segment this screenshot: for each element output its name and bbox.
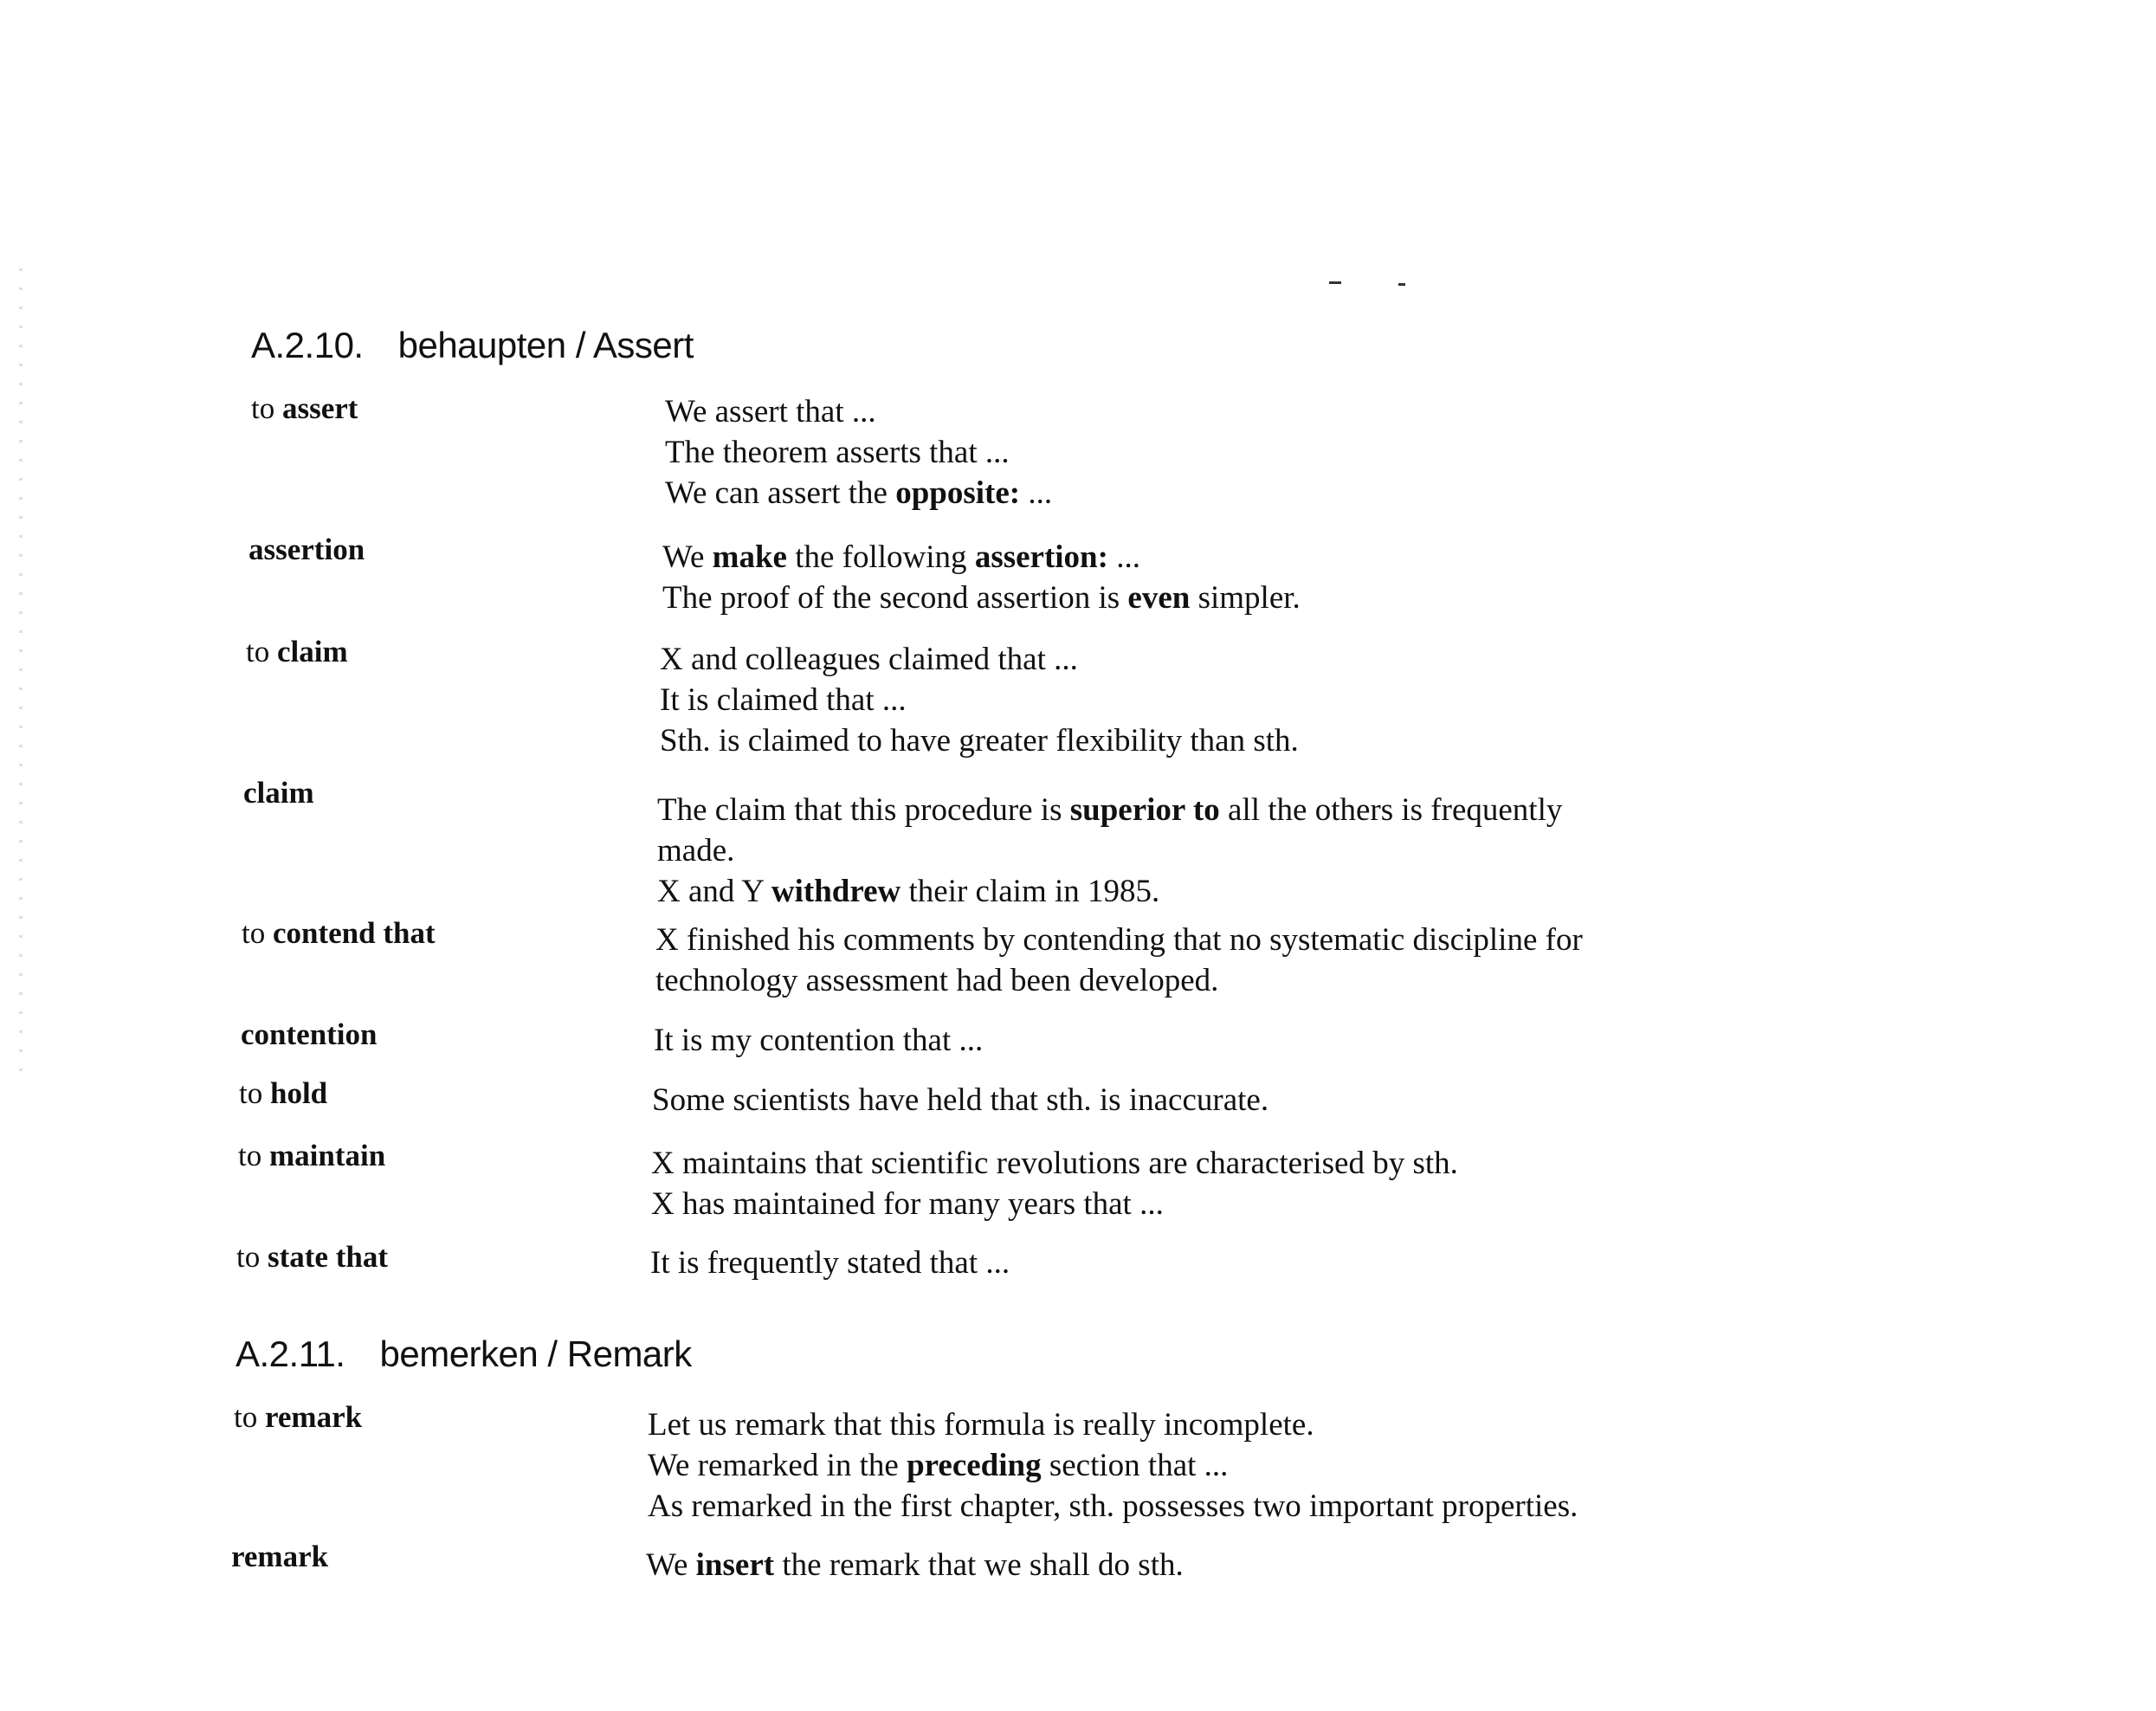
entry-term <box>249 533 365 567</box>
example-sentence <box>648 1445 1578 1486</box>
term-keyword: maintain <box>268 1139 386 1172</box>
term-keyword: hold <box>269 1076 328 1110</box>
term-keyword: contend that <box>272 916 436 950</box>
entry-examples <box>665 391 1052 513</box>
term-prefix: to <box>251 391 282 425</box>
example-sentence <box>662 537 1301 578</box>
term-prefix: to <box>242 916 273 950</box>
highlighted-word: even <box>1127 580 1191 616</box>
term-prefix: to <box>239 1076 270 1110</box>
highlighted-word: insert <box>695 1547 775 1583</box>
example-sentence <box>655 920 1583 960</box>
example-text: The theorem asserts that ... <box>665 435 1010 470</box>
entry-term <box>231 1540 328 1574</box>
stray-mark <box>1398 283 1405 286</box>
section-number: A.2.10. <box>251 325 364 365</box>
example-sentence <box>648 1486 1578 1527</box>
example-sentence <box>657 871 1562 912</box>
section-heading <box>251 325 694 366</box>
term-keyword: remark <box>264 1400 363 1434</box>
entry-term <box>239 1076 327 1111</box>
example-sentence <box>655 960 1583 1001</box>
example-sentence <box>665 473 1052 513</box>
stray-mark <box>1329 281 1341 284</box>
entry-examples <box>662 537 1301 618</box>
highlighted-word: superior to <box>1069 792 1220 828</box>
entry-term <box>236 1240 388 1275</box>
example-sentence <box>660 639 1299 680</box>
section-number: A.2.11. <box>236 1333 345 1374</box>
example-text: X and Y <box>657 874 771 909</box>
example-text: It is claimed that ... <box>660 682 907 718</box>
example-text: all the others is frequently <box>1219 792 1563 828</box>
example-text: The claim that this procedure is <box>657 792 1070 828</box>
highlighted-word: make <box>712 539 787 575</box>
example-text: X and colleagues claimed that ... <box>660 642 1078 677</box>
example-sentence <box>660 720 1299 761</box>
term-prefix: to <box>246 635 277 668</box>
example-text: simpler. <box>1190 580 1301 616</box>
term-prefix: to <box>234 1400 265 1434</box>
example-sentence <box>652 1080 1268 1120</box>
section-heading <box>236 1333 692 1375</box>
term-keyword: claim <box>276 635 348 668</box>
entry-examples <box>648 1404 1578 1527</box>
term-prefix: to <box>238 1139 269 1172</box>
example-text: section that ... <box>1041 1448 1229 1483</box>
entry-term <box>241 1017 378 1052</box>
example-sentence <box>646 1545 1184 1585</box>
example-text: X maintains that scientific revolutions are characterised by sth. <box>651 1146 1458 1181</box>
entry-term <box>251 391 358 426</box>
example-sentence <box>654 1020 983 1061</box>
example-sentence <box>657 790 1562 830</box>
example-text: We assert that ... <box>665 394 876 429</box>
term-keyword: assertion <box>249 533 365 566</box>
example-text: It is my contention that ... <box>654 1023 984 1058</box>
highlighted-word: opposite: <box>895 475 1021 511</box>
term-keyword: state that <box>267 1240 388 1274</box>
entry-examples <box>650 1243 1010 1283</box>
entry-examples <box>655 920 1583 1001</box>
highlighted-word: assertion: <box>974 539 1108 575</box>
term-keyword: assert <box>281 391 358 425</box>
example-text: We <box>646 1547 696 1583</box>
example-sentence <box>665 391 1052 432</box>
entry-term <box>246 635 348 669</box>
entry-term <box>234 1400 362 1435</box>
example-text: We <box>662 539 713 575</box>
example-text: the following <box>786 539 975 575</box>
entry-term <box>242 916 436 951</box>
entry-examples <box>651 1143 1458 1224</box>
highlighted-word: withdrew <box>771 874 901 909</box>
example-sentence <box>651 1184 1458 1224</box>
example-text: X finished his comments by contending that no systematic discipline for <box>655 922 1583 958</box>
example-text: Let us remark that this formula is really incomplete. <box>648 1407 1314 1443</box>
example-text: As remarked in the first chapter, sth. possesses two important properties. <box>648 1488 1578 1524</box>
example-sentence <box>662 578 1301 618</box>
term-keyword: contention <box>241 1017 378 1051</box>
example-text: their claim in 1985. <box>900 874 1160 909</box>
scan-margin-marks <box>19 268 23 1082</box>
example-text: Some scientists have held that sth. is inaccurate. <box>652 1082 1269 1118</box>
example-sentence <box>665 432 1052 473</box>
term-keyword: remark <box>231 1540 329 1573</box>
example-text: We can assert the <box>665 475 896 511</box>
example-text: We remarked in the <box>648 1448 907 1483</box>
entry-examples <box>646 1545 1184 1585</box>
entry-examples <box>660 639 1299 761</box>
example-sentence <box>657 830 1562 871</box>
example-sentence <box>660 680 1299 720</box>
example-text: ... <box>1020 475 1053 511</box>
term-prefix: to <box>236 1240 268 1274</box>
highlighted-word: preceding <box>907 1448 1042 1483</box>
example-text: technology assessment had been developed. <box>655 963 1219 998</box>
example-sentence <box>650 1243 1010 1283</box>
entry-term <box>243 776 314 810</box>
example-text: Sth. is claimed to have greater flexibility than sth. <box>660 723 1299 759</box>
example-sentence <box>651 1143 1458 1184</box>
example-text: made. <box>657 833 735 868</box>
example-sentence <box>648 1404 1578 1445</box>
example-text: The proof of the second assertion is <box>662 580 1128 616</box>
section-title: behaupten / Assert <box>397 325 694 365</box>
example-text: ... <box>1107 539 1140 575</box>
entry-examples <box>657 790 1562 912</box>
example-text: X has maintained for many years that ... <box>651 1186 1164 1222</box>
entry-examples <box>654 1020 983 1061</box>
entry-term <box>238 1139 385 1173</box>
example-text: the remark that we shall do sth. <box>774 1547 1184 1583</box>
term-keyword: claim <box>243 776 314 810</box>
example-text: It is frequently stated that ... <box>650 1245 1010 1281</box>
section-title: bemerken / Remark <box>379 1333 692 1374</box>
entry-examples <box>652 1080 1268 1120</box>
